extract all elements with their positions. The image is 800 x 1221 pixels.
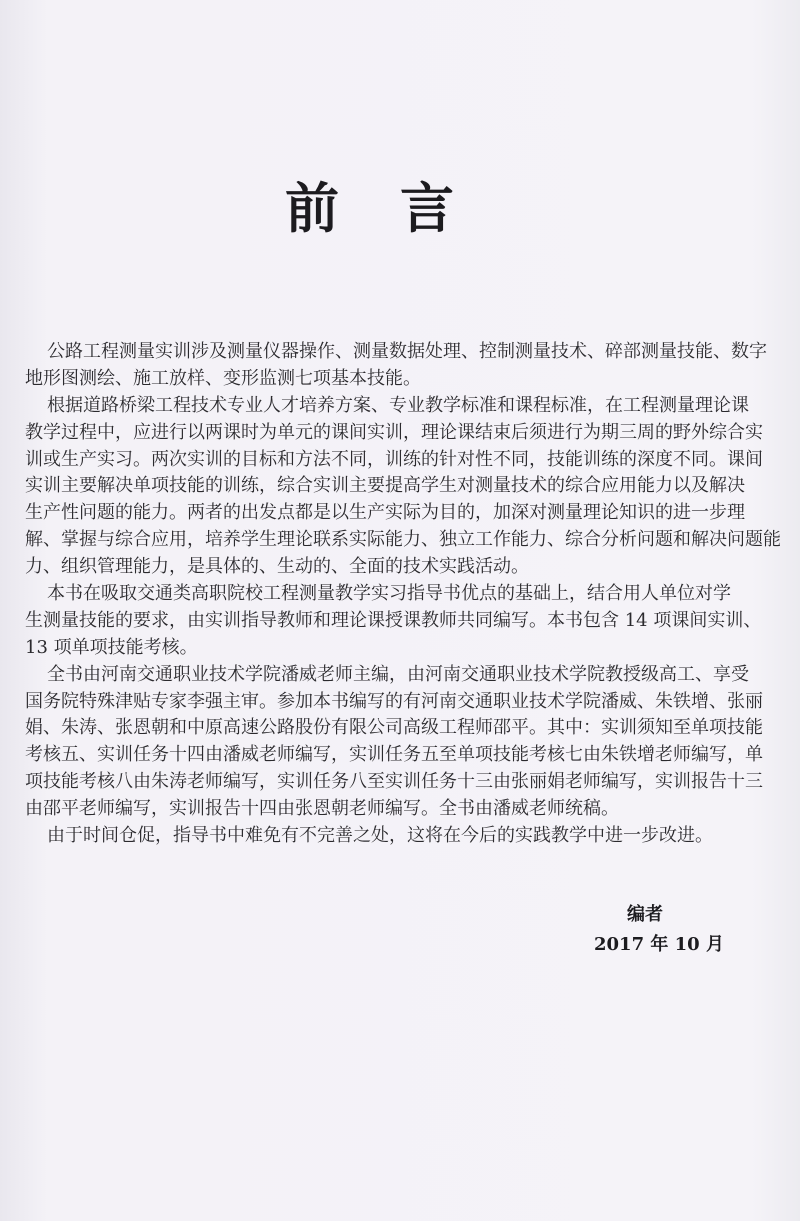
paragraph — [25, 662, 763, 823]
title-char-2: 言 — [400, 176, 454, 240]
text-line: 全书由河南交通职业技术学院潘威老师主编，由河南交通职业技术学院教授级高工、享受 — [47, 663, 749, 685]
text-line: 由于时间仓促，指导书中难免有不完善之处，这将在今后的实践教学中进一步改进。 — [47, 825, 713, 847]
text-line: 解、掌握与综合应用，培养学生理论联系实际能力、独立工作能力、综合分析问题和解决问题能 — [25, 529, 781, 551]
text-line: 由邵平老师编写，实训报告十四由张恩朝老师编写。全书由潘威老师统稿。 — [25, 798, 619, 820]
text-line: 生产性问题的能力。两者的出发点都是以生产实际为目的，加深对测量理论知识的进一步理 — [25, 502, 745, 524]
text-line: 力、组织管理能力，是具体的、生动的、全面的技术实践活动。 — [25, 556, 529, 578]
signature-author: 编者 — [627, 904, 663, 925]
text-line: 考核五、实训任务十四由潘威老师编写，实训任务五至单项技能考核七由朱铁增老师编写，单 — [25, 744, 763, 766]
paragraph — [25, 823, 727, 850]
text-line: 娟、朱涛、张恩朝和中原高速公路股份有限公司高级工程师邵平。其中：实训须知至单项技能 — [25, 717, 763, 739]
preface-body — [25, 339, 781, 850]
title-char-1: 前 — [285, 176, 339, 240]
text-line: 地形图测绘、施工放样、变形监测七项基本技能。 — [25, 367, 421, 389]
paragraph — [25, 393, 781, 581]
text-line: 本书在吸取交通类高职院校工程测量教学实习指导书优点的基础上，结合用人单位对学 — [47, 583, 731, 605]
text-line: 训或生产实习。两次实训的目标和方法不同，训练的针对性不同，技能训练的深度不同。课间 — [25, 448, 763, 470]
paragraph — [25, 581, 762, 662]
signature-date: 2017 年 10 月 — [594, 934, 724, 955]
text-line: 实训主要解决单项技能的训练，综合实训主要提高学生对测量技术的综合应用能力以及解决 — [25, 475, 745, 497]
paragraph — [25, 339, 767, 393]
text-line: 公路工程测量实训涉及测量仪器操作、测量数据处理、控制测量技术、碎部测量技能、数字 — [47, 341, 767, 362]
text-line: 生测量技能的要求，由实训指导教师和理论课授课教师共同编写。本书包含 14 项课间实训、 — [25, 609, 762, 631]
text-line: 13 项单项技能考核。 — [25, 636, 198, 658]
text-line: 根据道路桥梁工程技术专业人才培养方案、专业教学标准和课程标准，在工程测量理论课 — [47, 394, 749, 416]
text-line: 国务院特殊津贴专家李强主审。参加本书编写的有河南交通职业技术学院潘威、朱铁增、张丽 — [25, 690, 763, 712]
page-title — [0, 176, 800, 240]
text-line: 教学过程中，应进行以两课时为单元的课间实训，理论课结束后须进行为期三周的野外综合实 — [25, 421, 763, 443]
text-line: 项技能考核八由朱涛老师编写，实训任务八至实训任务十三由张丽娟老师编写，实训报告十三 — [25, 771, 763, 793]
